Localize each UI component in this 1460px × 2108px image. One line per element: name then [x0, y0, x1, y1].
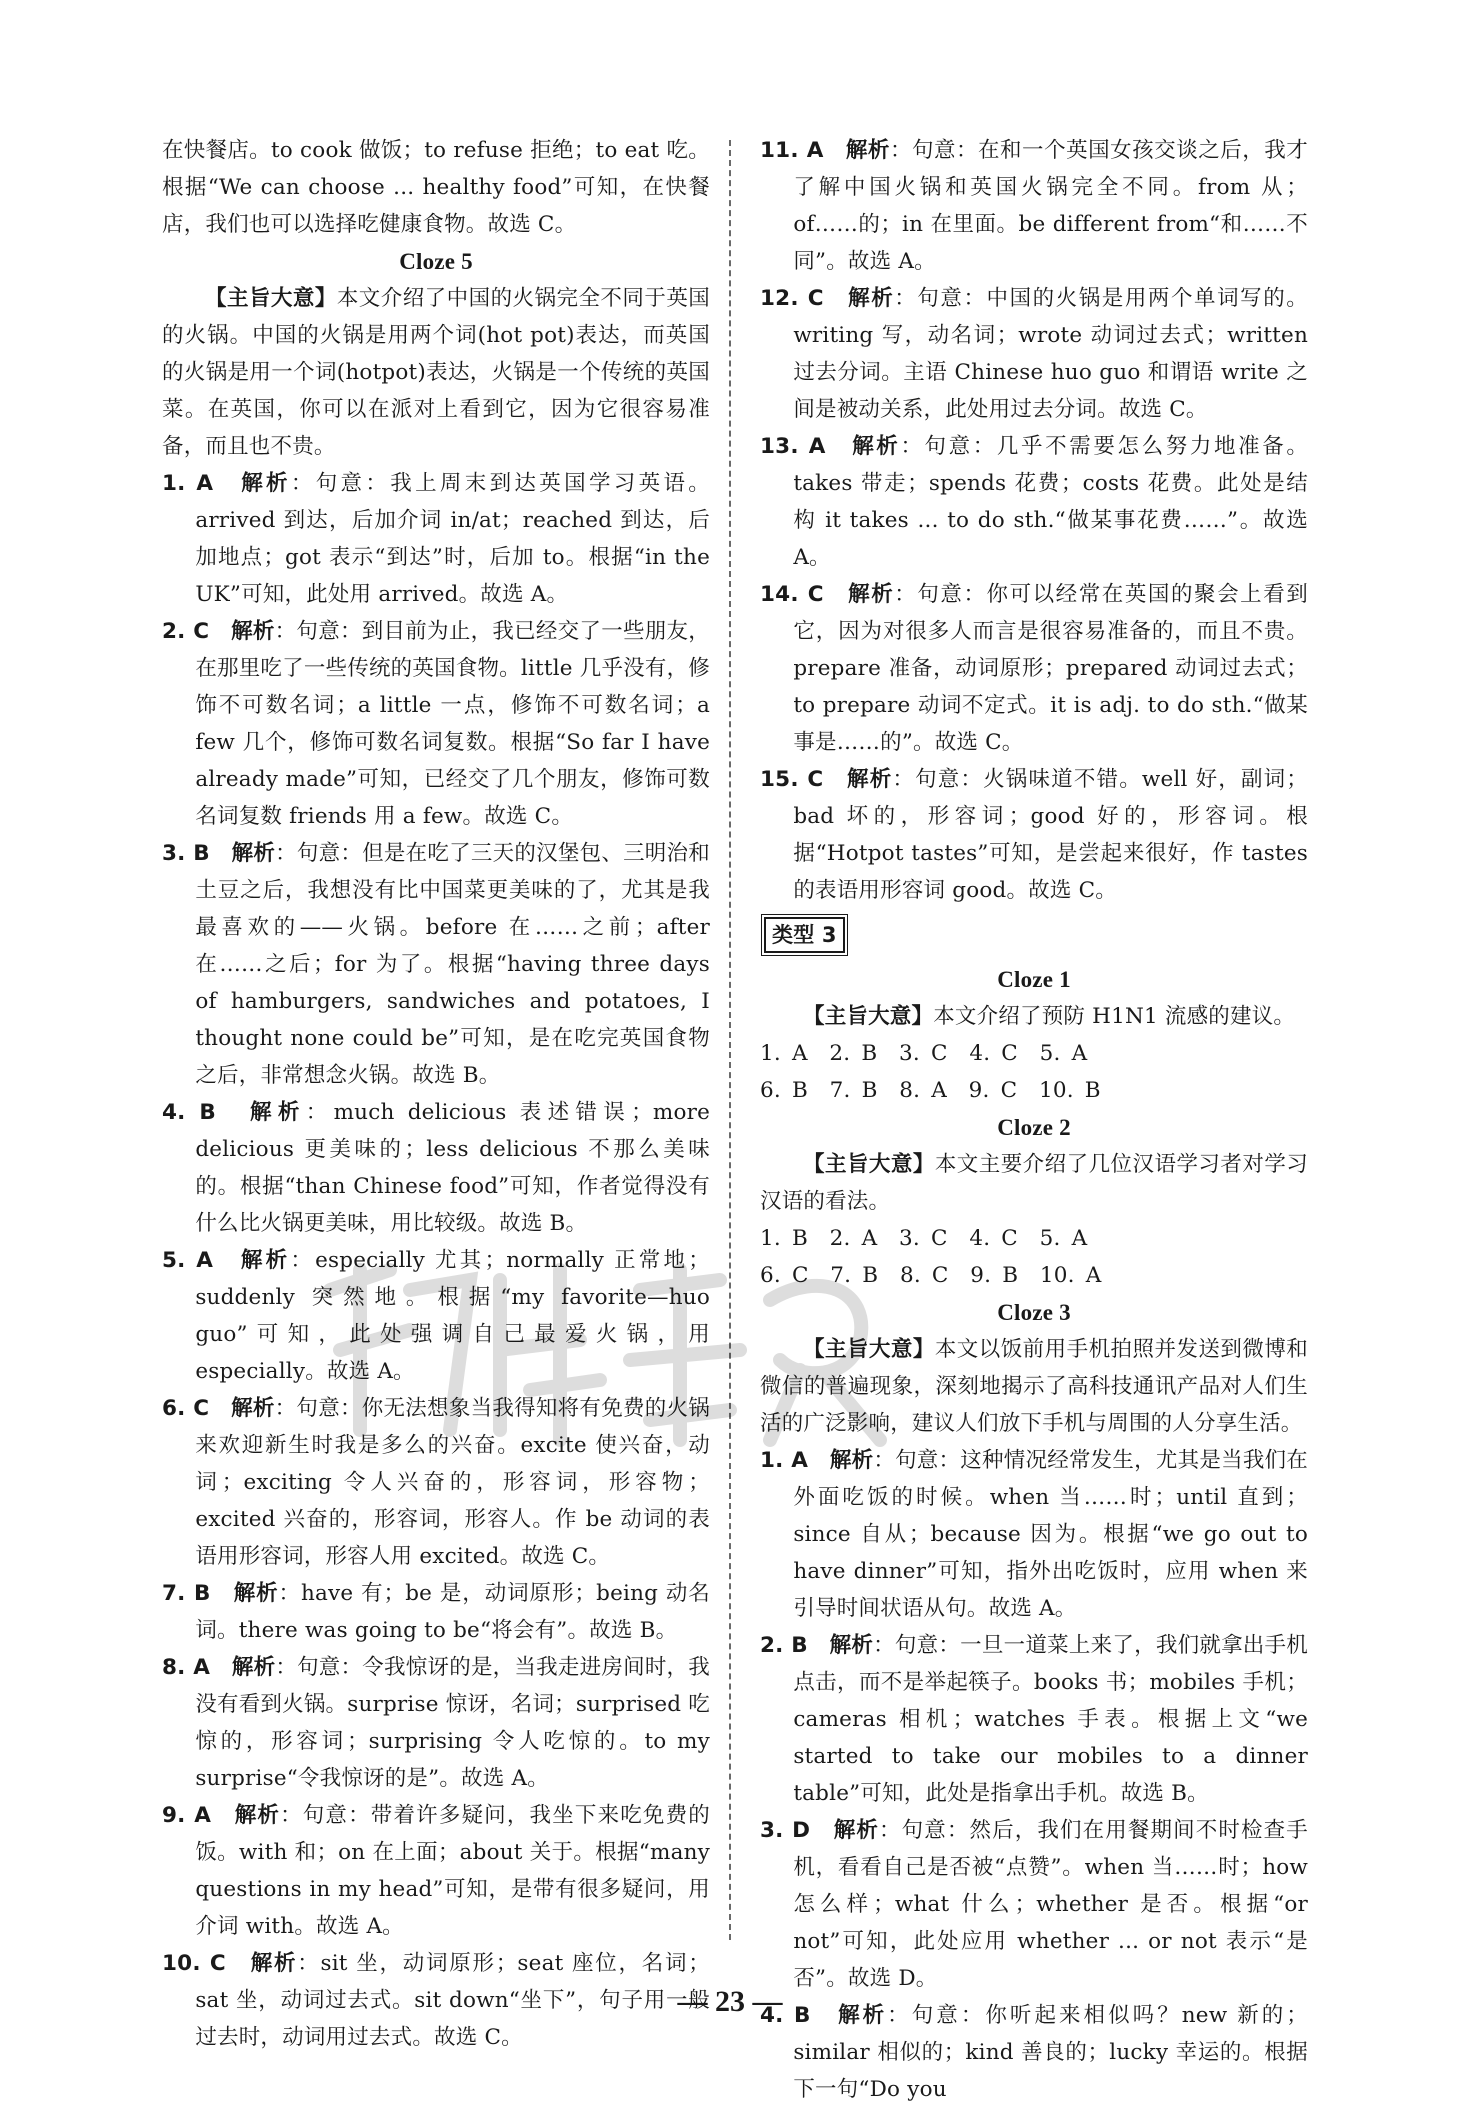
cloze1-answers-row2: 6. B 7. B 8. A 9. C 10. B [760, 1078, 1101, 1103]
summary-label: 【主旨大意】 [803, 1004, 934, 1029]
analysis-label: 解析 [240, 1248, 291, 1273]
question-answer: 9. A [162, 1803, 212, 1828]
question-answer: 15. C [760, 767, 824, 792]
summary-text: 本文介绍了预防 H1N1 流感的建议。 [933, 1004, 1296, 1029]
analysis-label: 解析 [250, 1951, 298, 1976]
explanation-item [162, 465, 710, 613]
analysis-label: 解析 [231, 1655, 276, 1680]
analysis-text: ：句意：我上周末到达英国学习英语。arrived 到达，后加介词 in/at；reached 到达，后加地点；got 表示“到达”时，后加 to。根据“in the UK”可知，此处用 arrived。故选 A。 [195, 471, 711, 607]
summary-text: 本文主要介绍了几位汉语学习者对学习汉语的看法。 [760, 1152, 1308, 1214]
explanation-item [760, 132, 1308, 280]
question-answer: 11. A [760, 138, 824, 163]
analysis-text: ：句意：一旦一道菜上来了，我们就拿出手机点击，而不是举起筷子。books 书；mobiles 手机；cameras 相机；watches 手表。根据上文“we started to take our mobiles to a dinner table”可知，此处是指拿出手机。故选 B。 [793, 1633, 1308, 1806]
analysis-label: 解析 [250, 1100, 306, 1125]
analysis-label: 解析 [838, 2003, 888, 2028]
cloze1-answers-row1: 1. A 2. B 3. C 4. C 5. A [760, 1041, 1088, 1066]
analysis-text: ：句意：但是在吃了三天的汉堡包、三明治和土豆之后，我想没有比中国菜更美味的了，尤其是我最喜欢的——火锅。before 在……之前；after 在……之后；for 为了。根据“having three days of hamburgers, sandwiches and potatoes, I thought none could be”可知，是在吃完英国食物之后，非常想念火锅。故选 B。 [195, 841, 710, 1088]
cloze1-heading: Cloze 1 [997, 967, 1071, 992]
cloze5-summary [162, 280, 710, 465]
question-answer: 7. B [162, 1581, 211, 1606]
analysis-text: ：句意：几乎不需要怎么努力地准备。takes 带走；spends 花费；costs 花费。此处是结构 it takes ... to do sth.“做某事花费……”。故选 A。 [793, 434, 1309, 570]
analysis-text: ：句意：火锅味道不错。well 好，副词；bad 坏的，形容词；good 好的，形容词。根据“Hotpot tastes”可知，是尝起来很好，作 tastes 的表语用形容词 good。故选 C。 [793, 767, 1309, 903]
analysis-text: ：句意：在和一个英国女孩交谈之后，我才了解中国火锅和英国火锅完全不同。from 从；of……的；in 在里面。be different from“和……不同”。故选 A。 [793, 138, 1308, 274]
analysis-text: ：sit 坐，动词原形；seat 座位，名词；sat 坐，动词过去式。sit down“坐下”，句子用一般过去时，动词用过去式。故选 C。 [195, 1951, 710, 2050]
question-answer: 10. C [162, 1951, 226, 1976]
summary-text: 本文以饭前用手机拍照并发送到微博和微信的普遍现象，深刻地揭示了高科技通讯产品对人们生活的广泛影响，建议人们放下手机与周围的人分享生活。 [760, 1337, 1308, 1436]
question-answer: 5. A [162, 1248, 214, 1273]
question-answer: 4. B [162, 1100, 216, 1125]
explanation-item [760, 1627, 1308, 1812]
analysis-text: ：句意：令我惊讶的是，当我走进房间时，我没有看到火锅。surprise 惊讶，名词；surprised 吃惊的，形容词；surprising 令人吃惊的。to my surprise“令我惊讶的是”。故选 A。 [195, 1655, 711, 1791]
summary-label: 【主旨大意】 [803, 1337, 935, 1362]
analysis-label: 解析 [829, 1448, 874, 1473]
analysis-label: 解析 [241, 471, 291, 496]
summary-label: 【主旨大意】 [803, 1152, 935, 1177]
explanation-item [162, 1575, 710, 1649]
analysis-text: ：句意：这种情况经常发生，尤其是当我们在外面吃饭的时候。when 当……时；until 直到；since 自从；because 因为。根据“we go out to have dinner”可知，指外出吃饭时，应用 when 来引导时间状语从句。故选 A。 [793, 1448, 1308, 1621]
analysis-text: ：句意：你无法想象当我得知将有免费的火锅来欢迎新生时我是多么的兴奋。excite 使兴奋，动词；exciting 令人兴奋的，形容词，形容物；excited 兴奋的，形容词，形容人。作 be 动词的表语用形容词，形容人用 excited。故选 C。 [195, 1396, 710, 1569]
explanation-item [162, 1797, 710, 1945]
analysis-label: 解析 [233, 1581, 279, 1606]
question-answer: 6. C [162, 1396, 210, 1421]
analysis-text: ：have 有；be 是，动词原形；being 动名词。there was going to be“将会有”。故选 B。 [195, 1581, 710, 1643]
summary-text: 本文介绍了中国的火锅完全不同于英国的火锅。中国的火锅是用两个词(hot pot)表达，而英国的火锅是用一个词(hotpot)表达，火锅是一个传统的英国菜。在英国，你可以在派对上看到它，因为它很容易准备，而且也不贵。 [162, 286, 710, 459]
cloze5-explanations [162, 465, 710, 2056]
question-answer: 8. A [162, 1655, 211, 1680]
analysis-label: 解析 [833, 1818, 880, 1843]
question-answer: 2. C [162, 619, 210, 644]
explanation-item [162, 613, 710, 835]
column-divider [729, 140, 731, 1940]
left-column [162, 132, 710, 2056]
analysis-label: 解析 [848, 582, 895, 607]
question-answer: 4. B [760, 2003, 811, 2028]
explanation-item [162, 835, 710, 1094]
question-answer: 3. B [162, 841, 210, 866]
cloze3-summary [760, 1331, 1308, 1442]
explanation-item [162, 1242, 710, 1390]
explanation-item [760, 280, 1308, 428]
cloze5-explanations-continued [760, 132, 1308, 909]
analysis-label: 解析 [829, 1633, 874, 1658]
question-answer: 14. C [760, 582, 824, 607]
analysis-label: 解析 [848, 286, 895, 311]
question-answer: 12. C [760, 286, 824, 311]
explanation-item [760, 576, 1308, 761]
analysis-label: 解析 [845, 138, 890, 163]
question-answer: 13. A [760, 434, 826, 459]
analysis-label: 解析 [231, 619, 275, 644]
cloze2-heading: Cloze 2 [997, 1115, 1071, 1140]
explanation-item [162, 1390, 710, 1575]
question-answer: 3. D [760, 1818, 811, 1843]
analysis-label: 解析 [852, 434, 901, 459]
section-type-label: 类型 3 [764, 917, 845, 953]
analysis-text: ：句意：中国的火锅是用两个单词写的。writing 写，动名词；wrote 动词过去式；written 过去分词。主语 Chinese huo guo 和谓语 write 之间是被动关系，此处用过去分词。故选 C。 [793, 286, 1308, 422]
summary-label: 【主旨大意】 [205, 286, 337, 311]
question-answer: 1. A [162, 471, 214, 496]
page-number: — 23 — [677, 1985, 783, 2018]
question-answer: 1. A [760, 1448, 809, 1473]
question-answer: 2. B [760, 1633, 808, 1658]
analysis-label: 解析 [234, 1803, 281, 1828]
analysis-text: ：句意：带着许多疑问，我坐下来吃免费的饭。with 和；on 在上面；about 关于。根据“many questions in my head”可知，是带有很多疑问，用介词 with。故选 A。 [195, 1803, 710, 1939]
analysis-text: ：句意：你听起来相似吗？new 新的；similar 相似的；kind 善良的；lucky 幸运的。根据下一句“Do you [793, 2003, 1308, 2102]
explanation-item [760, 761, 1308, 909]
explanation-item [760, 1442, 1308, 1627]
analysis-text: ：much delicious 表述错误；more delicious 更美味的；less delicious 不那么美味的。根据“than Chinese food”可知，作者觉得没有什么比火锅更美味，用比较级。故选 B。 [195, 1100, 710, 1236]
right-column [760, 132, 1308, 2108]
explanation-item [162, 1649, 710, 1797]
analysis-text: ：句意：到目前为止，我已经交了一些朋友，在那里吃了一些传统的英国食物。little 几乎没有，修饰不可数名词；a little 一点，修饰不可数名词；a few 几个，修饰可数名词复数。根据“So far I have already made”可知，已经交了几个朋友，修饰可数名词复数 friends 用 a few。故选 C。 [195, 619, 710, 829]
explanation-item [760, 428, 1308, 576]
cloze2-answers-row2: 6. C 7. B 8. C 9. B 10. A [760, 1263, 1102, 1288]
cloze3-heading: Cloze 3 [997, 1300, 1071, 1325]
analysis-label: 解析 [231, 841, 276, 866]
cloze1-summary [760, 998, 1308, 1035]
analysis-text: ：especially 尤其；normally 正常地；suddenly 突然地。根据“my favorite—huo guo”可知，此处强调自己最爱火锅，用 especially。故选 A。 [195, 1248, 710, 1384]
cloze2-answers-row1: 1. B 2. A 3. C 4. C 5. A [760, 1226, 1088, 1251]
explanation-item [162, 1094, 710, 1242]
explanation-item [760, 1812, 1308, 1997]
analysis-text: ：句意：然后，我们在用餐期间不时检查手机，看看自己是否被“点赞”。when 当……时；how 怎么样；what 什么；whether 是否。根据“or not”可知，此处应用 whether ... or not 表示“是否”。故选 D。 [793, 1818, 1308, 1991]
analysis-label: 解析 [231, 1396, 275, 1421]
intro-paragraph: 在快餐店。to cook 做饭；to refuse 拒绝；to eat 吃。根据“We can choose ... healthy food”可知，在快餐店，我们也可以选择吃健康食物。故选 C。 [162, 138, 710, 237]
analysis-text: ：句意：你可以经常在英国的聚会上看到它，因为对很多人而言是很容易准备的，而且不贵。prepare 准备，动词原形；prepared 动词过去式；to prepare 动词不定式。it is adj. to do sth.“做某事是……的”。故选 C。 [793, 582, 1308, 755]
cloze2-summary [760, 1146, 1308, 1220]
analysis-label: 解析 [847, 767, 893, 792]
cloze5-heading: Cloze 5 [399, 249, 473, 274]
